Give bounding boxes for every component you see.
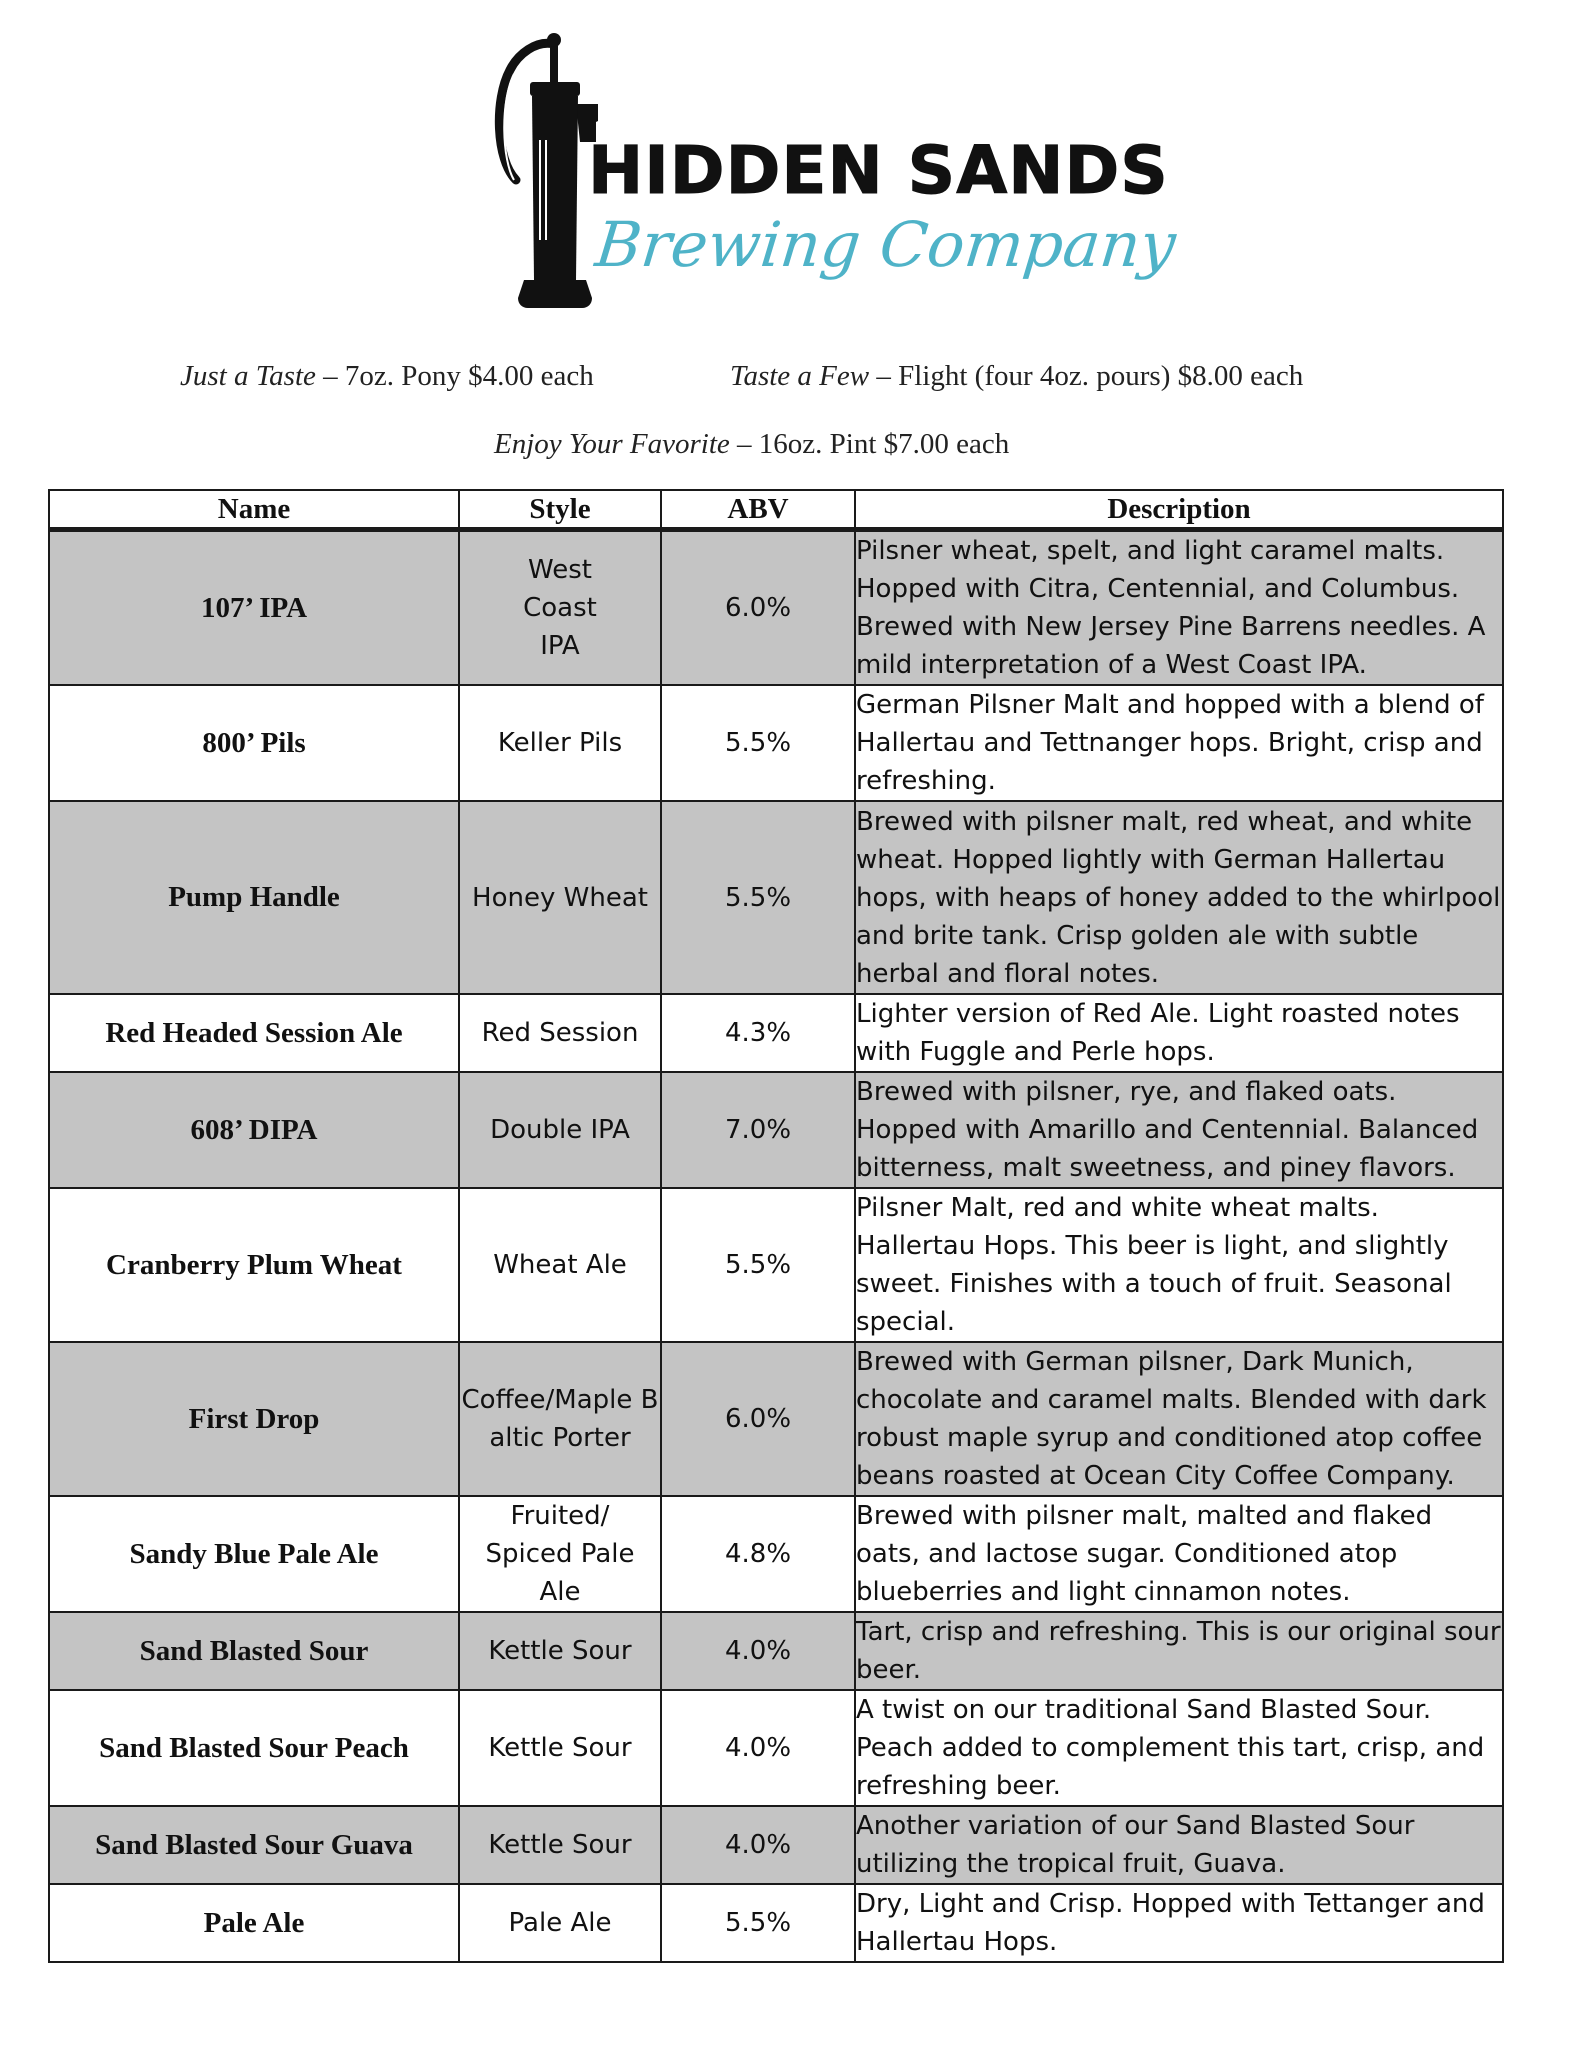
beer-name: Pump Handle	[49, 801, 459, 994]
beer-style: Fruited/ Spiced Pale Ale	[459, 1496, 661, 1612]
beer-description: Pilsner wheat, spelt, and light caramel malts. Hopped with Citra, Centennial, and Columbus. Brewed with New Jersey Pine Barrens needles. A mild interpretation of a West Coast IPA.	[855, 530, 1503, 686]
price-detail: – Flight (four 4oz. pours) $8.00 each	[869, 360, 1304, 392]
price-detail: – 7oz. Pony $4.00 each	[315, 360, 594, 392]
price-just-a-taste	[180, 360, 594, 393]
beer-style: Kettle Sour	[459, 1690, 661, 1806]
header-style: Style	[459, 490, 661, 530]
price-enjoy-your-favorite	[494, 428, 1009, 461]
table-row	[49, 1884, 1503, 1962]
beer-name: Sand Blasted Sour Peach	[49, 1690, 459, 1806]
beer-abv: 7.0%	[661, 1072, 855, 1188]
beer-description: Another variation of our Sand Blasted Sour utilizing the tropical fruit, Guava.	[855, 1806, 1503, 1884]
beer-abv: 4.3%	[661, 994, 855, 1072]
price-taste-a-few	[730, 360, 1303, 393]
beer-abv: 4.0%	[661, 1806, 855, 1884]
table-row	[49, 1496, 1503, 1612]
table-row	[49, 801, 1503, 994]
beer-style: Kettle Sour	[459, 1612, 661, 1690]
beer-name: Sand Blasted Sour Guava	[49, 1806, 459, 1884]
price-detail: – 16oz. Pint $7.00 each	[729, 428, 1010, 460]
beer-name: 107’ IPA	[49, 530, 459, 686]
beer-style: Coffee/Maple Baltic Porter	[459, 1342, 661, 1496]
beer-style: Kettle Sour	[459, 1806, 661, 1884]
table-header-row	[49, 490, 1503, 530]
beer-style: Keller Pils	[459, 685, 661, 801]
beer-name: 608’ DIPA	[49, 1072, 459, 1188]
brand-subtitle: Brewing Company	[592, 208, 1180, 281]
beer-name: Sand Blasted Sour	[49, 1612, 459, 1690]
beer-abv: 5.5%	[661, 1188, 855, 1342]
beer-name: Sandy Blue Pale Ale	[49, 1496, 459, 1612]
beer-name: First Drop	[49, 1342, 459, 1496]
beer-description: German Pilsner Malt and hopped with a blend of Hallertau and Tettnanger hops. Bright, crisp and refreshing.	[855, 685, 1503, 801]
price-label: Taste a Few	[730, 360, 870, 392]
beer-style: Wheat Ale	[459, 1188, 661, 1342]
table-row	[49, 994, 1503, 1072]
beer-description: A twist on our traditional Sand Blasted Sour. Peach added to complement this tart, crisp, and refreshing beer.	[855, 1690, 1503, 1806]
beer-abv: 5.5%	[661, 685, 855, 801]
beer-name: Pale Ale	[49, 1884, 459, 1962]
beer-abv: 6.0%	[661, 530, 855, 686]
beer-description: Brewed with German pilsner, Dark Munich, chocolate and caramel malts. Blended with dark robust maple syrup and conditioned atop coffee beans roasted at Ocean City Coffee Company.	[855, 1342, 1503, 1496]
table-row	[49, 1690, 1503, 1806]
beer-abv: 5.5%	[661, 801, 855, 994]
table-row	[49, 1342, 1503, 1496]
beer-abv: 4.8%	[661, 1496, 855, 1612]
beer-description: Dry, Light and Crisp. Hopped with Tettanger and Hallertau Hops.	[855, 1884, 1503, 1962]
beer-name: 800’ Pils	[49, 685, 459, 801]
beer-description: Brewed with pilsner malt, red wheat, and white wheat. Hopped lightly with German Hallertau hops, with heaps of honey added to the whirlpool and brite tank. Crisp golden ale with subtle herbal and floral notes.	[855, 801, 1503, 994]
beer-style: Red Session	[459, 994, 661, 1072]
beer-style: Double IPA	[459, 1072, 661, 1188]
table-row	[49, 1072, 1503, 1188]
beer-description: Lighter version of Red Ale. Light roasted notes with Fuggle and Perle hops.	[855, 994, 1503, 1072]
brand-name: HIDDEN SANDS	[588, 132, 1169, 209]
header-description: Description	[855, 490, 1503, 530]
brand-logo	[488, 30, 1180, 310]
beer-style: West Coast IPA	[459, 530, 661, 686]
table-row	[49, 1806, 1503, 1884]
table-row	[49, 1188, 1503, 1342]
table-row	[49, 530, 1503, 686]
beer-abv: 4.0%	[661, 1690, 855, 1806]
price-label: Enjoy Your Favorite	[494, 428, 730, 460]
beer-description: Pilsner Malt, red and white wheat malts. Hallertau Hops. This beer is light, and slightly sweet. Finishes with a touch of fruit. Seasonal special.	[855, 1188, 1503, 1342]
beer-abv: 6.0%	[661, 1342, 855, 1496]
beer-description: Brewed with pilsner, rye, and flaked oats. Hopped with Amarillo and Centennial. Balanced bitterness, malt sweetness, and piney flavors.	[855, 1072, 1503, 1188]
beer-style: Pale Ale	[459, 1884, 661, 1962]
beer-style: Honey Wheat	[459, 801, 661, 994]
water-pump-icon	[488, 30, 598, 310]
beer-name: Red Headed Session Ale	[49, 994, 459, 1072]
header-abv: ABV	[661, 490, 855, 530]
beer-name: Cranberry Plum Wheat	[49, 1188, 459, 1342]
price-label: Just a Taste	[180, 360, 316, 392]
beer-menu-table	[48, 489, 1504, 1963]
beer-abv: 4.0%	[661, 1612, 855, 1690]
beer-abv: 5.5%	[661, 1884, 855, 1962]
header-name: Name	[49, 490, 459, 530]
table-row	[49, 685, 1503, 801]
beer-description: Brewed with pilsner malt, malted and flaked oats, and lactose sugar. Conditioned atop blueberries and light cinnamon notes.	[855, 1496, 1503, 1612]
beer-description: Tart, crisp and refreshing. This is our original sour beer.	[855, 1612, 1503, 1690]
table-row	[49, 1612, 1503, 1690]
